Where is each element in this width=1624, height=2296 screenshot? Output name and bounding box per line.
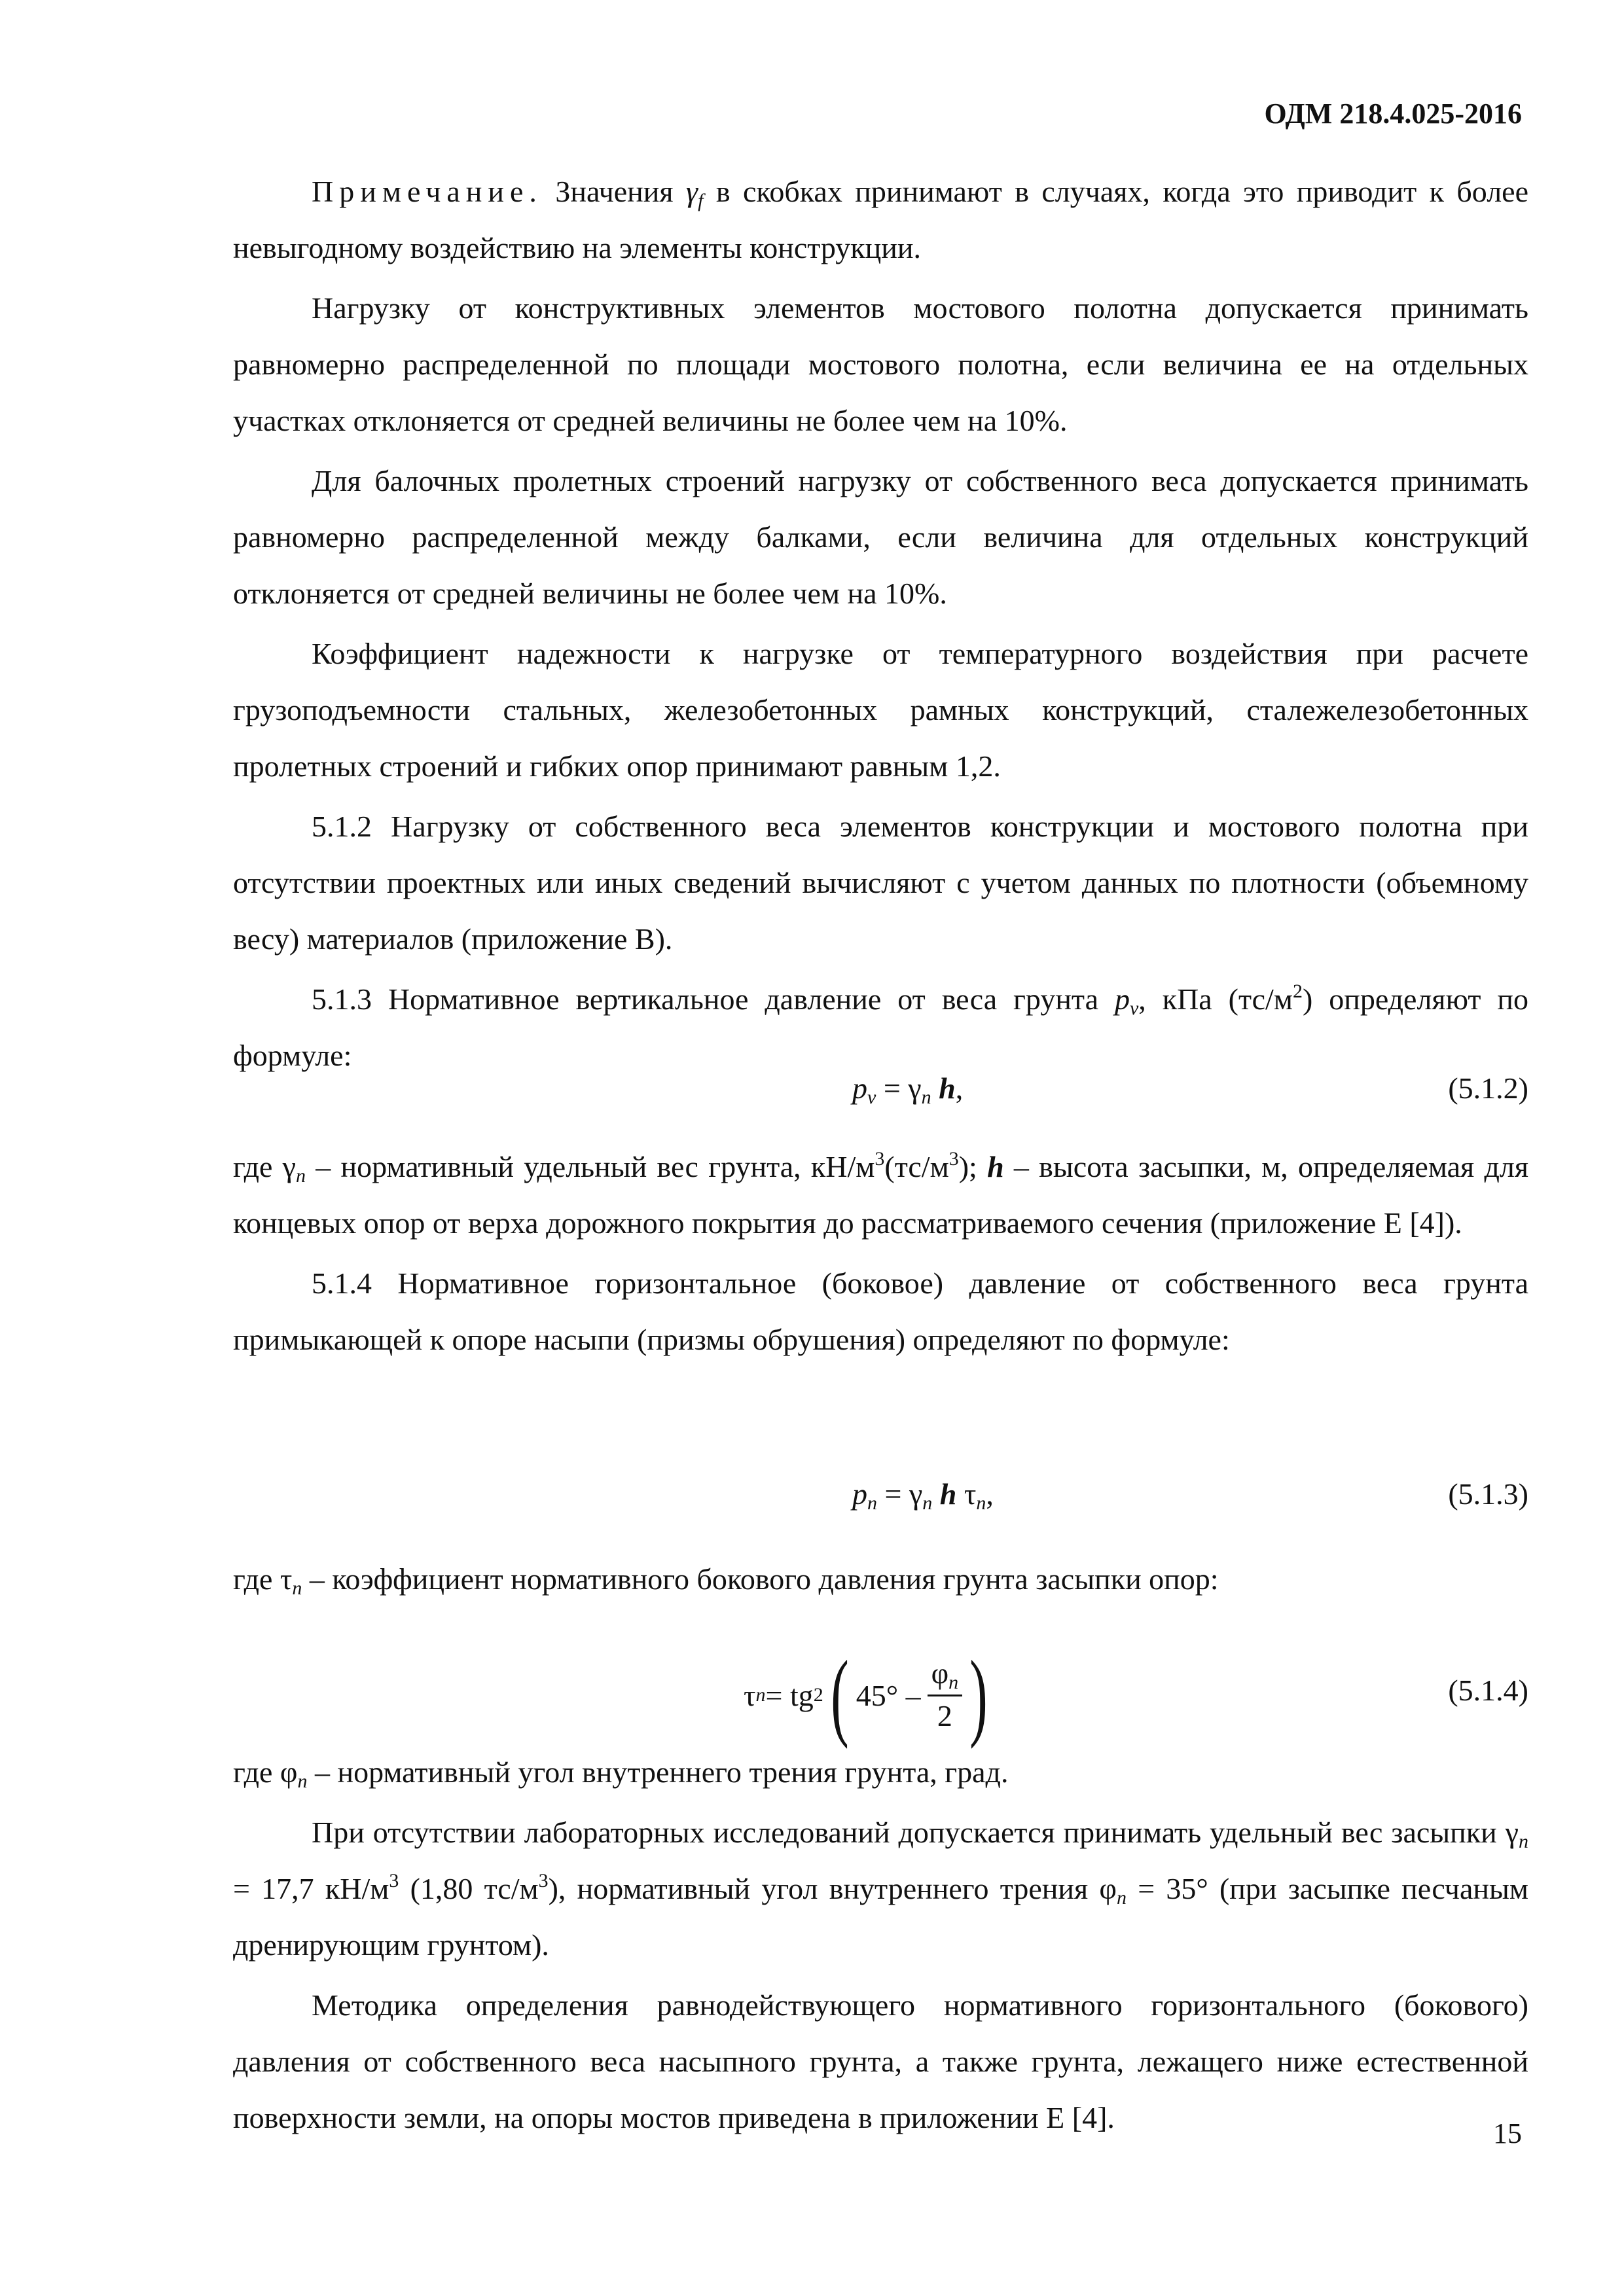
formula-number: (5.1.3) <box>1448 1477 1528 1511</box>
formula-number: (5.1.4) <box>1448 1674 1528 1707</box>
paragraph-temperature: Коэффициент надежности к нагрузке от температурного воздействия при расчете грузоподъемности стальных, железобетонных рамных конструкций, сталежелезобетонных пролетных строений и гибких опор принимают равным 1,2. <box>233 637 1528 783</box>
formula-5-1-3 <box>233 1466 1528 1522</box>
where-5-1-3-block <box>233 1551 1528 1607</box>
where-5-1-2: где $\gamma_n$ – нормативный удельный вес грунта, $кН/м^3(тс/м^3)$; h – высота засыпки, м, определяемая для концевых опор от верха дорожного покрытия до рассматриваемого сечения (приложение Е [4]). <box>233 1148 1528 1240</box>
page-number: 15 <box>1493 2117 1522 2149</box>
note-paragraph: Примечание. Значения $\gamma_f$ в скобках принимают в случаях, когда это приводит к более невыгодному воздействию на элементы конструкции. <box>233 175 1528 264</box>
where-5-1-4: где $\varphi_n$ – нормативный угол внутреннего трения грунта, град. <box>233 1755 1009 1792</box>
formula-5-1-4 <box>233 1641 1528 1749</box>
paragraph-5-1-3: 5.1.3 Нормативное вертикальное давление от веса грунта $p_v$, кПа $(тс/м^2)$ определяют по формуле: <box>233 980 1528 1072</box>
formula-expression: $p_v = \gamma_n$ h, <box>852 1071 964 1108</box>
right-parenthesis: ) <box>969 1641 988 1749</box>
left-parenthesis: ( <box>830 1641 849 1749</box>
formula-5-1-2 <box>233 1060 1528 1117</box>
formula-number: (5.1.2) <box>1448 1071 1528 1105</box>
paragraph-5-1-4: 5.1.4 Нормативное горизонтальное (боковое) давление от собственного веса грунта примыкающей к опоре насыпи (призмы обрушения) определяют по формуле: <box>233 1266 1528 1356</box>
paragraph-lab-values: При отсутствии лабораторных исследований допускается принимать удельный вес засыпки $\gamma_n = 17,7$ $кН/м^3$ (1,80 $тс/м^3$), нормативный угол внутреннего трения $\varphi_n = 35^\circ$ (при засыпке песчаным дренирующим грунтом). <box>233 1816 1528 1962</box>
paragraph-5-1-2: 5.1.2 Нагрузку от собственного веса элементов конструкции и мостового полотна при отсутствии проектных или иных сведений вычисляют с учетом данных по плотности (объемному весу) материалов (приложение В). <box>233 810 1528 956</box>
document-code: ОДМ 218.4.025-2016 <box>1264 98 1522 130</box>
body-upper <box>233 164 1528 1084</box>
formula-expression: $p_n = \gamma_n$ h $\tau_n$, <box>852 1477 994 1514</box>
note-label: Примечание. <box>312 175 543 208</box>
body-lower <box>233 1744 1528 2146</box>
body-middle <box>233 1139 1528 1368</box>
formula-expression: τ n = tg 2 ( 45° – $\frac{\varphi_n}{2}$ ) <box>744 1641 988 1749</box>
where-5-1-3: где $\tau_n$ – коэффициент нормативного бокового давления грунта засыпки опор: <box>233 1562 1219 1599</box>
paragraph-deck-load: Нагрузку от конструктивных элементов мостового полотна допускается принимать равномерно распределенной по площади мостового полотна, если величина ее на отдельных участках отклоняется от средней величины не более чем на 10%. <box>233 291 1528 437</box>
fraction: $\frac{\varphi_n}{2}$ <box>928 1655 963 1736</box>
paragraph-method: Методика определения равнодействующего нормативного горизонтального (бокового) давления от собственного веса насыпного грунта, а также грунта, лежащего ниже естественной поверхности земли, на опоры мостов приведена в приложении Е [4]. <box>233 1988 1528 2134</box>
paragraph-beam-spans: Для балочных пролетных строений нагрузку от собственного веса допускается принимать равномерно распределенной между балками, если величина для отдельных конструкций отклоняется от средней величины не более чем на 10%. <box>233 464 1528 610</box>
